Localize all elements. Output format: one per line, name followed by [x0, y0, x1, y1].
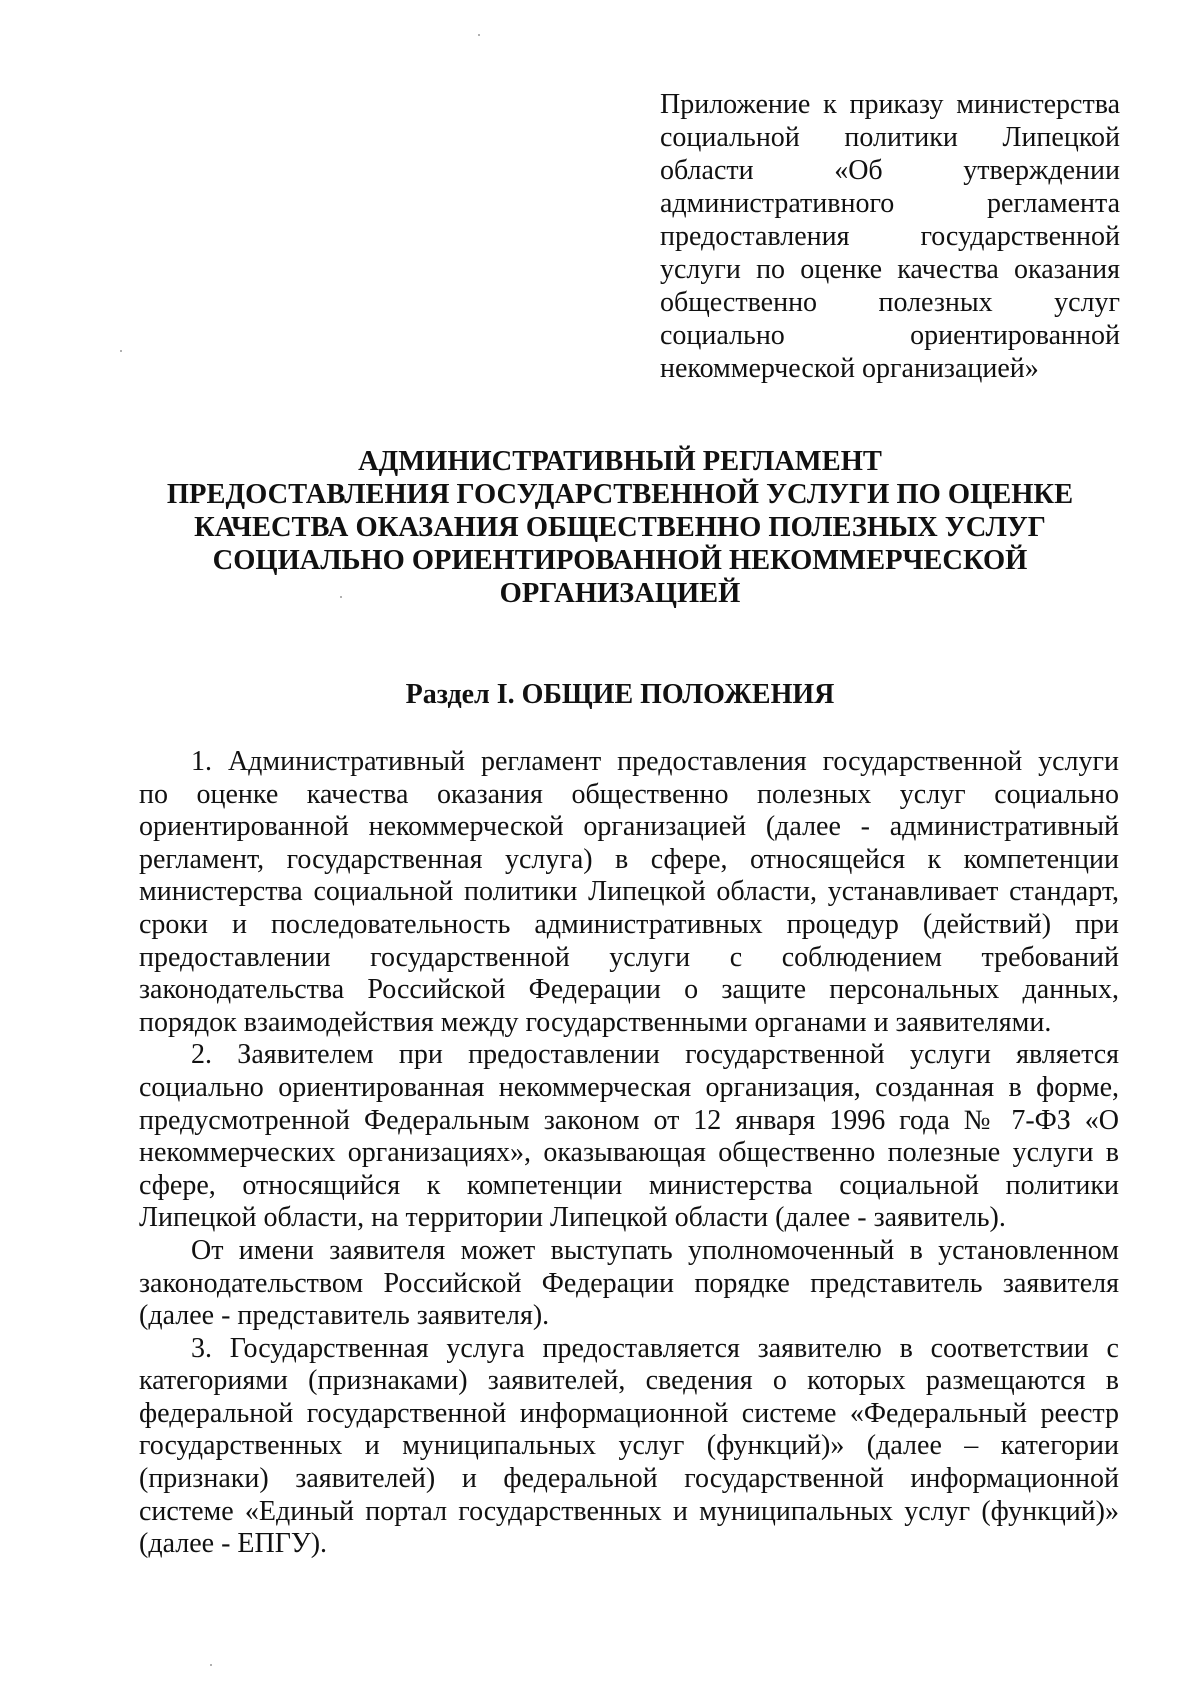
paragraph-line: регламент, государственная услуга) в сфере, относящейся к компетенции: [139, 843, 1119, 875]
paragraph-line: (далее - представитель заявителя).: [139, 1300, 550, 1332]
paragraph-line: законодательством Российской Федерации порядке представитель заявителя: [139, 1267, 1119, 1299]
paragraph-line: 2. Заявителем при предоставлении государственной услуги является: [191, 1039, 1119, 1071]
appendix-line: социально ориентированной: [660, 320, 1120, 351]
appendix-note: [660, 88, 1120, 385]
paragraph-line: категориями (признаками) заявителей, сведения о которых размещаются в: [139, 1365, 1119, 1397]
paragraph-line: порядок взаимодействия между государственными органами и заявителями.: [139, 1006, 1052, 1038]
paragraph-line: предоставлении государственной услуги с соблюдением требований: [139, 941, 1119, 973]
paragraph-line: социально ориентированная некоммерческая организация, созданная в форме,: [139, 1071, 1119, 1103]
paragraph-line: предусмотренной Федеральным законом от 12 января 1996 года № 7-ФЗ «О: [139, 1104, 1119, 1136]
paragraph-line: От имени заявителя может выступать уполномоченный в установленном: [191, 1234, 1119, 1266]
paragraph-line: (признаки) заявителей) и федеральной государственной информационной: [139, 1463, 1119, 1495]
appendix-line: Приложение к приказу министерства: [660, 89, 1120, 120]
paragraph-line: Липецкой области, на территории Липецкой области (далее - заявитель).: [139, 1202, 1006, 1234]
scan-speck: [120, 350, 122, 352]
paragraph-line: 3. Государственная услуга предоставляется заявителю в соответствии с: [191, 1332, 1119, 1364]
appendix-line: некоммерческой организацией»: [660, 353, 1039, 384]
document-title: [120, 445, 1120, 610]
paragraph-line: федеральной государственной информационной системе «Федеральный реестр: [139, 1397, 1119, 1429]
paragraph-line: системе «Единый портал государственных и муниципальных услуг (функций)»: [139, 1495, 1119, 1527]
paragraph-line: законодательства Российской Федерации о защите персональных данных,: [139, 974, 1119, 1006]
title-line: СОЦИАЛЬНО ОРИЕНТИРОВАННОЙ НЕКОММЕРЧЕСКОЙ: [212, 545, 1028, 576]
document-body: [139, 746, 1119, 1561]
paragraph-line: (далее - ЕПГУ).: [139, 1528, 328, 1560]
paragraph-line: государственных и муниципальных услуг (функций)» (далее – категории: [139, 1430, 1119, 1462]
paragraph-line: сфере, относящийся к компетенции министерства социальной политики: [139, 1169, 1119, 1201]
section-heading: Раздел I. ОБЩИЕ ПОЛОЖЕНИЯ: [405, 679, 835, 710]
appendix-line: общественно полезных услуг: [660, 287, 1120, 318]
appendix-line: социальной политики Липецкой: [660, 122, 1120, 153]
appendix-line: области «Об утверждении: [660, 155, 1120, 186]
title-line: КАЧЕСТВА ОКАЗАНИЯ ОБЩЕСТВЕННО ПОЛЕЗНЫХ УСЛУГ: [194, 512, 1046, 543]
paragraph-line: по оценке качества оказания общественно полезных услуг социально: [139, 778, 1119, 810]
paragraph-line: 1. Административный регламент предоставления государственной услуги: [191, 746, 1119, 777]
title-line: АДМИНИСТРАТИВНЫЙ РЕГЛАМЕНТ: [358, 446, 882, 477]
appendix-line: предоставления государственной: [660, 221, 1120, 252]
appendix-line: услуги по оценке качества оказания: [660, 254, 1120, 285]
paragraph-line: министерства социальной политики Липецкой области, устанавливает стандарт,: [139, 876, 1119, 908]
scan-speck: [478, 34, 480, 36]
title-line: ПРЕДОСТАВЛЕНИЯ ГОСУДАРСТВЕННОЙ УСЛУГИ ПО ОЦЕНКЕ: [166, 479, 1074, 510]
paragraph-line: ориентированной некоммерческой организацией (далее - административный: [139, 811, 1119, 843]
scan-speck: [340, 596, 342, 598]
appendix-line: административного регламента: [660, 188, 1120, 219]
paragraph-line: некоммерческих организациях», оказывающая общественно полезные услуги в: [139, 1137, 1119, 1169]
paragraph-line: сроки и последовательность административных процедур (действий) при: [139, 908, 1119, 940]
title-line: ОРГАНИЗАЦИЕЙ: [499, 578, 741, 609]
scan-speck: [210, 1664, 212, 1666]
